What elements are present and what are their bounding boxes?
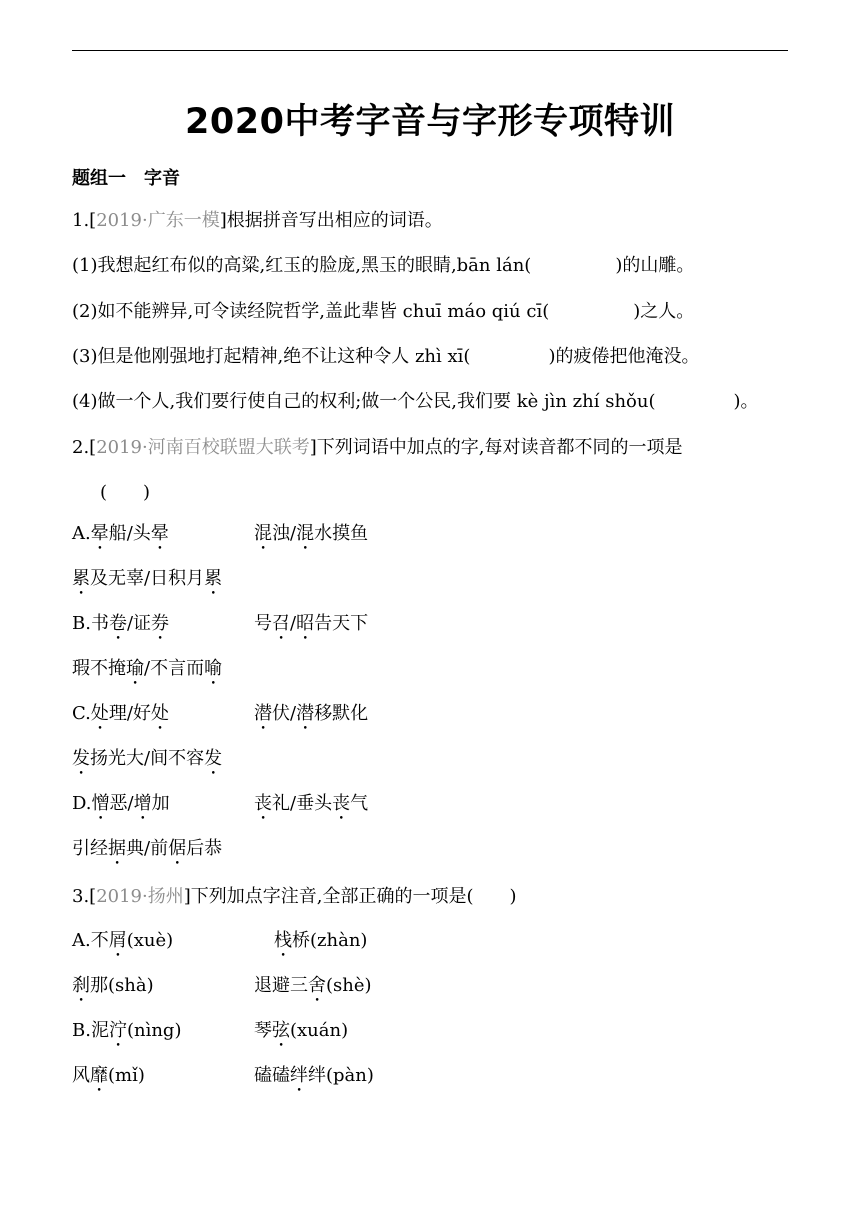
option-text: 风 [72,1065,90,1086]
group-label: 题组一 字音 [72,168,180,189]
option-letter: D. [72,793,92,814]
dotted-char: 晕 [150,523,169,544]
option-text: 移默化 [314,703,369,724]
option-text: 船/头 [108,523,151,544]
dotted-char: 屑 [108,930,127,951]
q2-option-d[interactable] [72,791,170,824]
q3-option-b-row2 [72,1063,145,1096]
option-text: 瑕不掩 [72,658,126,679]
dotted-char: 据 [108,838,126,859]
option-text: 那(shà) [90,975,154,996]
dotted-char: 丧 [254,793,272,814]
dotted-char: 累 [204,568,223,589]
q1-item-text: (1)我想起红布似的高粱,红玉的脸庞,黑玉的眼睛,bān lán( [72,255,532,276]
option-text: /不言而 [144,658,205,679]
q2-option-c-pair2 [254,701,368,734]
q1-item-text: )之人。 [633,301,695,322]
option-text: 磕磕 [254,1065,290,1086]
q3-option-b-item4 [254,1063,374,1096]
option-letter: B. [72,613,91,634]
q2-option-c[interactable] [72,701,169,734]
dotted-char: 混 [254,523,272,544]
q2-option-a-pair3 [72,566,222,599]
q1-source: 2019·广东一模 [96,210,220,231]
q1-item-3 [72,344,699,370]
option-text: 后恭 [186,838,223,859]
option-text: 水摸鱼 [314,523,369,544]
option-text: 浊/ [272,523,297,544]
dotted-char: 弦 [272,1020,290,1041]
q2-answer-paren[interactable]: ( ) [100,482,151,503]
q3-option-a[interactable] [72,928,173,961]
q1-item-text: )的疲倦把他淹没。 [548,346,700,367]
dotted-char: 绊 [290,1065,308,1086]
dotted-char: 倨 [168,838,187,859]
dotted-char: 累 [72,568,90,589]
q2-number: 2.[ [72,437,97,458]
q1-item-text: )。 [733,391,759,412]
option-text: 加 [151,793,170,814]
option-text: 恶/ [109,793,134,814]
dotted-char: 卷 [108,613,127,634]
q1-item-4 [72,389,759,415]
q1-item-text: )的山雕。 [615,255,695,276]
dotted-char: 喻 [204,658,223,679]
dotted-char: 召 [272,613,290,634]
page-title: 2020中考字音与字形专项特训 [185,102,675,142]
q1-item-1 [72,253,694,279]
option-text: 书 [90,613,109,634]
q1-stem: ]根据拼音写出相应的词语。 [219,210,443,231]
q1-number: 1.[ [72,210,97,231]
dotted-char: 混 [296,523,315,544]
dotted-char: 刹 [72,975,90,996]
q2-stem: ]下列词语中加点的字,每对读音都不同的一项是 [309,437,683,458]
q3-header [72,884,517,910]
option-text: 理/好 [108,703,151,724]
q2-option-d-pair2 [254,791,368,824]
option-text: 典/前 [126,838,169,859]
option-text: 桥(zhàn) [292,930,368,951]
q2-header [72,435,682,461]
dotted-char: 券 [151,613,170,634]
q2-option-c-pair3 [72,746,222,779]
dotted-char: 昭 [296,613,315,634]
q2-option-b[interactable] [72,611,169,644]
option-text: / [290,613,297,634]
q1-item-2 [72,299,694,325]
q3-option-a-row2 [72,973,154,1006]
dotted-char: 潜 [254,703,272,724]
option-text: /证 [126,613,152,634]
q1-header [72,208,443,234]
option-text: (mǐ) [108,1065,145,1086]
dotted-char: 增 [133,793,152,814]
q1-item-text: (2)如不能辨异,可令读经院哲学,盖此辈皆 chuī máo qiú cī( [72,301,550,322]
q2-option-a-pair2 [254,521,368,554]
q3-option-b-item2 [254,1018,348,1051]
dotted-char: 晕 [90,523,109,544]
option-letter: C. [72,703,91,724]
option-text: B.泥 [72,1020,109,1041]
option-text: (nìng) [126,1020,182,1041]
option-text: 扬光大/间不容 [90,748,205,769]
q2-option-b-pair2 [254,611,368,644]
dotted-char: 处 [90,703,109,724]
q3-option-a-item2 [274,928,367,961]
q2-option-a[interactable] [72,521,169,554]
q1-item-text: (4)做一个人,我们要行使自己的权利;做一个公民,我们要 kè jìn zhí shǒu( [72,391,656,412]
option-text: (xuán) [290,1020,349,1041]
q3-option-a-item4 [254,973,372,1006]
dotted-char: 靡 [90,1065,108,1086]
option-text: A.不 [72,930,109,951]
header-rule [72,50,788,51]
dotted-char: 丧 [332,793,351,814]
dotted-char: 发 [72,748,90,769]
dotted-char: 处 [150,703,169,724]
option-text: 号 [254,613,272,634]
option-letter: A. [72,523,91,544]
dotted-char: 栈 [274,930,292,951]
option-text: 绊(pàn) [308,1065,374,1086]
dotted-char: 瑜 [126,658,144,679]
dotted-char: 泞 [108,1020,127,1041]
q2-source: 2019·河南百校联盟大联考 [96,437,310,458]
option-text: 气 [350,793,369,814]
option-text: 引经 [72,838,108,859]
dotted-char: 发 [204,748,223,769]
option-text: (xuè) [126,930,174,951]
q3-option-b[interactable] [72,1018,181,1051]
q2-option-b-pair3 [72,656,222,689]
option-text: 告天下 [314,613,369,634]
option-text: 礼/垂头 [272,793,333,814]
option-text: 退避三 [254,975,308,996]
q3-source: 2019·扬州 [96,886,184,907]
option-text: (shè) [326,975,372,996]
q3-number: 3.[ [72,886,97,907]
q2-option-d-pair3 [72,836,222,869]
q1-item-text: (3)但是他刚强地打起精神,绝不让这种令人 zhì xī( [72,346,471,367]
option-text: 及无辜/日积月 [90,568,205,589]
option-text: 琴 [254,1020,272,1041]
option-text: 伏/ [272,703,297,724]
q3-stem: ]下列加点字注音,全部正确的一项是( ) [183,886,517,907]
dotted-char: 舍 [308,975,326,996]
dotted-char: 憎 [91,793,110,814]
dotted-char: 潜 [296,703,315,724]
